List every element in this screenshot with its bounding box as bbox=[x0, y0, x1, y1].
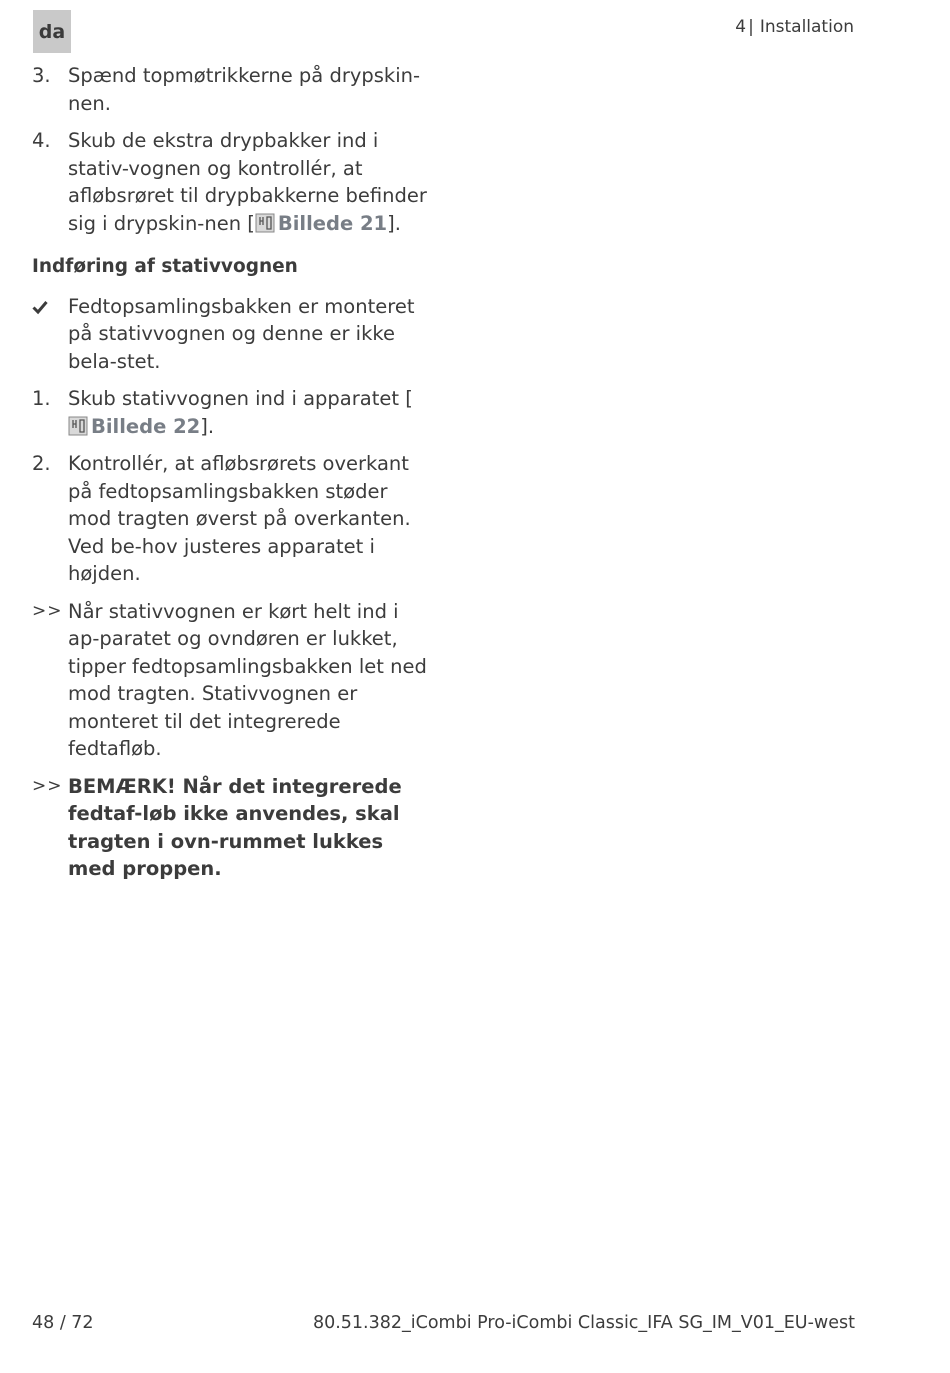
step-text-before: Skub stativvognen ind i apparatet [ bbox=[68, 387, 413, 410]
step-text bbox=[68, 127, 432, 237]
step-number: 1. bbox=[32, 387, 51, 410]
chapter-title: Installation bbox=[759, 17, 854, 37]
step-item bbox=[32, 127, 432, 237]
language-tab: da bbox=[33, 10, 71, 53]
step-number: 4. bbox=[32, 129, 51, 152]
step-text: Spænd topmøtrikkerne på drypskin-nen. bbox=[68, 64, 421, 115]
step-number: 2. bbox=[32, 452, 51, 475]
figure-reference-icon bbox=[68, 416, 88, 436]
chapter-header bbox=[735, 17, 854, 37]
check-icon bbox=[32, 299, 48, 315]
step-number: 3. bbox=[32, 64, 51, 87]
result-text: Når stativvognen er kørt helt ind i ap-paratet og ovndøren er lukket, tipper fedtopsamlingsbakken let ned mod tragten. Stativvognen er monteret til det integrerede fedtafløb. bbox=[68, 599, 427, 760]
figure-reference-icon bbox=[255, 213, 275, 233]
page-number: 48 / 72 bbox=[32, 1313, 94, 1333]
result-marker: >> bbox=[32, 600, 63, 621]
prerequisite-item bbox=[32, 293, 432, 376]
step-text-after: ]. bbox=[387, 211, 401, 235]
figure-reference-label: Billede 22 bbox=[91, 414, 201, 438]
step-item bbox=[32, 450, 432, 588]
header-separator: | bbox=[748, 17, 754, 37]
step-text: Kontrollér, at afløbsrørets overkant på fedtopsamlingsbakken støder mod tragten øverst på overkanten. Ved be-hov justeres apparatet i højden. bbox=[68, 452, 411, 585]
figure-reference-link[interactable] bbox=[255, 212, 387, 235]
note-text: BEMÆRK! Når det integrerede fedtaf-løb ikke anvendes, skal tragten i ovn-rummet lukkes med proppen. bbox=[68, 774, 402, 880]
step-text-after: ]. bbox=[200, 414, 215, 438]
section-heading: Indføring af stativvognen bbox=[32, 256, 298, 277]
result-item bbox=[32, 773, 432, 883]
step-item bbox=[32, 62, 432, 117]
main-content bbox=[32, 62, 432, 893]
step-item bbox=[32, 385, 432, 440]
prerequisite-marker bbox=[32, 293, 68, 376]
document-id: 80.51.382_iCombi Pro-iCombi Classic_IFA SG_IM_V01_EU-west bbox=[312, 1313, 855, 1333]
result-item bbox=[32, 598, 432, 763]
step-text bbox=[68, 385, 432, 440]
chapter-number: 4 bbox=[735, 17, 747, 37]
prerequisite-text: Fedtopsamlingsbakken er monteret på stativvognen og denne er ikke bela-stet. bbox=[68, 294, 415, 373]
figure-reference-label: Billede 21 bbox=[277, 211, 388, 235]
result-marker: >> bbox=[32, 775, 63, 796]
figure-reference-link[interactable] bbox=[68, 415, 200, 438]
step-text-before: Skub de ekstra drypbakker ind i stativ-vognen og kontrollér, at afløbsrøret til drypbakkerne befinder sig i drypskin-nen [ bbox=[68, 129, 427, 235]
